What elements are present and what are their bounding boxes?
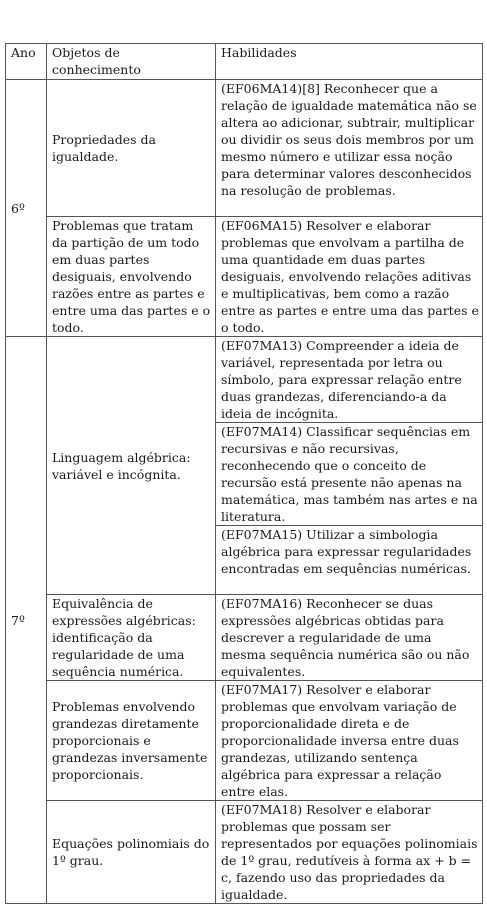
header-ano: Ano [6, 44, 47, 80]
header-row [6, 44, 483, 80]
table-row [6, 217, 483, 337]
habilidade-cell: (EF06MA15) Resolver e elaborar problemas que envolvam a partilha de uma quantidade em duas partes desiguais, envolvendo relações aditivas e multiplicativas, bem como a razão entre as partes e entre uma das partes e o todo. [216, 217, 483, 337]
habilidade-cell: (EF07MA18) Resolver e elaborar problemas que possam ser representados por equações polinomiais de 1º grau, redutíveis à forma ax + b = c, fazendo uso das propriedades da igualdade. [216, 801, 483, 904]
objeto-cell: Equações polinomiais do 1º grau. [47, 801, 216, 904]
habilidade-cell: (EF07MA16) Reconhecer se duas expressões algébricas obtidas para descrever a regularidade de uma mesma sequência numérica são ou não equivalentes. [216, 595, 483, 681]
year-cell-7: 7º [6, 337, 47, 904]
bncc-table [5, 43, 483, 904]
objeto-cell: Propriedades da igualdade. [47, 80, 216, 217]
objeto-cell: Problemas envolvendo grandezas diretamente proporcionais e grandezas inversamente proporcionais. [47, 681, 216, 801]
table-row [6, 595, 483, 681]
habilidade-cell: (EF07MA13) Compreender a ideia de variável, representada por letra ou símbolo, para expressar relação entre duas grandezas, diferenciando-a da ideia de incógnita. [216, 337, 483, 423]
year-cell-6: 6º [6, 80, 47, 337]
table-row [6, 337, 483, 423]
header-objetos: Objetos de conhecimento [47, 44, 216, 80]
habilidade-cell: (EF07MA15) Utilizar a simbologia algébrica para expressar regularidades encontradas em sequências numéricas. [216, 526, 483, 595]
table-row [6, 80, 483, 217]
habilidade-cell: (EF07MA14) Classificar sequências em recursivas e não recursivas, reconhecendo que o conceito de recursão está presente não apenas na matemática, mas também nas artes e na literatura. [216, 423, 483, 526]
habilidade-cell: (EF07MA17) Resolver e elaborar problemas que envolvam variação de proporcionalidade direta e de proporcionalidade inversa entre duas grandezas, utilizando sentença algébrica para expressar a relação entre elas. [216, 681, 483, 801]
table-row [6, 681, 483, 801]
habilidade-cell: (EF06MA14)[8] Reconhecer que a relação de igualdade matemática não se altera ao adicionar, subtrair, multiplicar ou dividir os seus dois membros por um mesmo número e utilizar essa noção para determinar valores desconhecidos na resolução de problemas. [216, 80, 483, 217]
header-habilidades: Habilidades [216, 44, 483, 80]
objeto-cell: Equivalência de expressões algébricas: identificação da regularidade de uma sequência numérica. [47, 595, 216, 681]
objeto-cell: Problemas que tratam da partição de um todo em duas partes desiguais, envolvendo razões entre as partes e entre uma das partes e o todo. [47, 217, 216, 337]
table-row [6, 801, 483, 904]
objeto-cell: Linguagem algébrica: variável e incógnita. [47, 337, 216, 595]
